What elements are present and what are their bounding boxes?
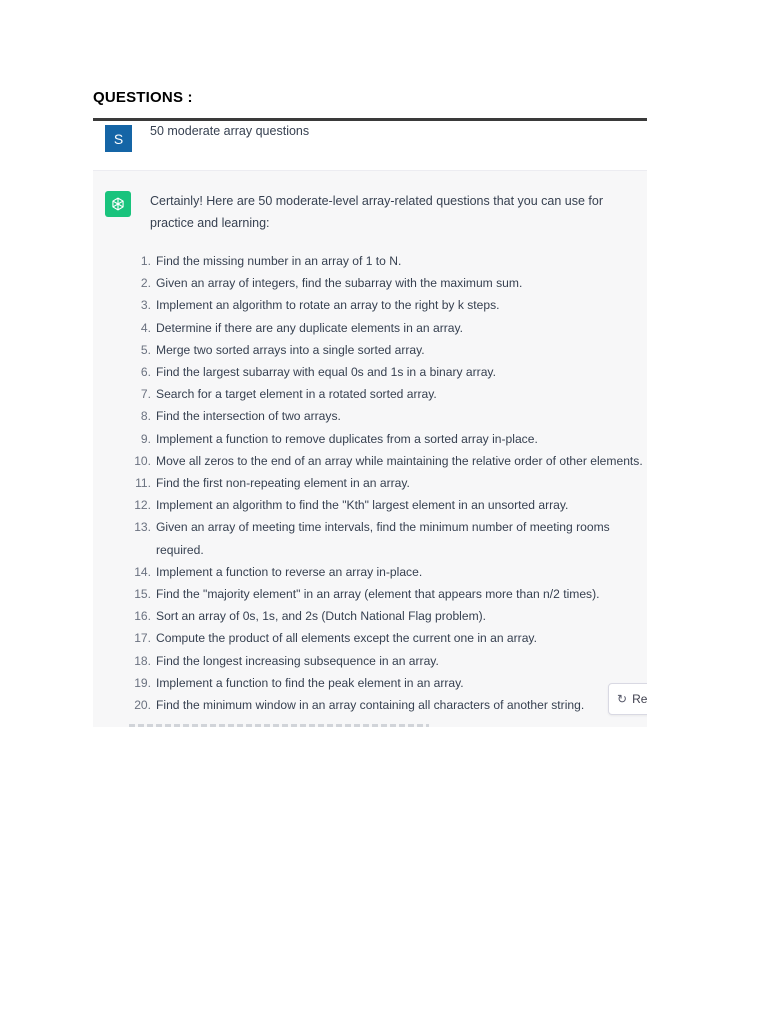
question-number: 2. [140, 276, 151, 291]
question-text: Find the first non-repeating element in an array. [156, 476, 410, 491]
regenerate-button[interactable] [608, 683, 647, 715]
question-text: Find the minimum window in an array containing all characters of another string. [156, 698, 585, 713]
question-item [123, 605, 647, 627]
assistant-avatar-icon [105, 191, 131, 217]
question-item [123, 561, 647, 583]
question-number: 15. [134, 587, 151, 602]
question-number: 13. [134, 520, 151, 535]
question-text: Compute the product of all elements except the current one in an array. [156, 631, 537, 646]
question-text: Find the "majority element" in an array (element that appears more than n/2 times). [156, 587, 600, 602]
question-item [123, 472, 647, 494]
question-number: 11. [135, 476, 151, 491]
question-item [123, 672, 647, 694]
question-text: Find the longest increasing subsequence in an array. [156, 653, 439, 668]
question-text: Implement a function to remove duplicates from a sorted array in-place. [156, 431, 538, 446]
question-item [123, 694, 647, 716]
question-text: Find the largest subarray with equal 0s and 1s in a binary array. [156, 365, 496, 380]
question-text: Implement a function to find the peak element in an array. [156, 675, 464, 690]
question-number: 18. [134, 653, 151, 668]
question-text: Implement an algorithm to find the "Kth" largest element in an unsorted array. [156, 498, 569, 513]
regenerate-label: Re [632, 692, 647, 706]
cut-off-line [93, 718, 647, 727]
question-item [123, 317, 647, 339]
question-number: 8. [140, 409, 151, 424]
page-heading: QUESTIONS : [93, 89, 193, 106]
question-number: 12. [134, 498, 151, 513]
question-text: Find the missing number in an array of 1 to N. [156, 254, 402, 268]
question-number: 16. [134, 609, 151, 624]
assistant-message-row [93, 171, 647, 727]
question-number: 20. [134, 698, 151, 713]
question-number: 6. [140, 365, 151, 380]
question-text: Determine if there are any duplicate elements in an array. [156, 320, 463, 335]
question-item [123, 428, 647, 450]
question-number: 17. [134, 631, 151, 646]
user-message-row [93, 121, 647, 171]
user-message: 50 moderate array questions [150, 124, 310, 138]
question-item [123, 383, 647, 405]
question-item [123, 339, 647, 361]
question-number: 4. [140, 320, 151, 335]
question-text: Find the intersection of two arrays. [156, 409, 341, 424]
openai-logo-icon [110, 196, 126, 212]
question-item [123, 516, 647, 560]
question-number: 3. [140, 298, 151, 313]
question-number: 14. [134, 564, 151, 579]
question-item [123, 627, 647, 649]
question-list [123, 250, 647, 716]
chat-screenshot [93, 118, 647, 727]
question-number: 9. [140, 431, 151, 446]
question-text: Sort an array of 0s, 1s, and 2s (Dutch National Flag problem). [156, 609, 487, 624]
question-item [123, 650, 647, 672]
question-text: Search for a target element in a rotated sorted array. [156, 387, 437, 402]
question-text: Implement a function to reverse an array in-place. [156, 564, 423, 579]
refresh-icon: ↻ [617, 692, 628, 706]
question-number: 10. [134, 453, 151, 468]
question-text: Given an array of integers, find the subarray with the maximum sum. [156, 276, 523, 291]
question-number: 5. [140, 342, 151, 357]
question-text: Merge two sorted arrays into a single sorted array. [156, 342, 425, 357]
question-text: Implement an algorithm to rotate an array to the right by k steps. [156, 298, 500, 313]
question-number: 19. [134, 675, 151, 690]
question-item [123, 272, 647, 294]
question-item [123, 361, 647, 383]
question-item [123, 583, 647, 605]
assistant-intro: Certainly! Here are 50 moderate-level array-related questions that you can use for practice and learning: [150, 194, 604, 230]
question-text: Given an array of meeting time intervals, find the minimum number of meeting rooms required. [156, 520, 610, 557]
question-item [123, 250, 647, 272]
question-text: Move all zeros to the end of an array while maintaining the relative order of other elements. [156, 453, 643, 468]
question-item [123, 494, 647, 516]
question-number: 1. [140, 254, 151, 268]
question-item [123, 405, 647, 427]
question-item [123, 450, 647, 472]
question-number: 7. [140, 387, 151, 402]
user-avatar: S [105, 125, 132, 152]
question-item [123, 294, 647, 316]
